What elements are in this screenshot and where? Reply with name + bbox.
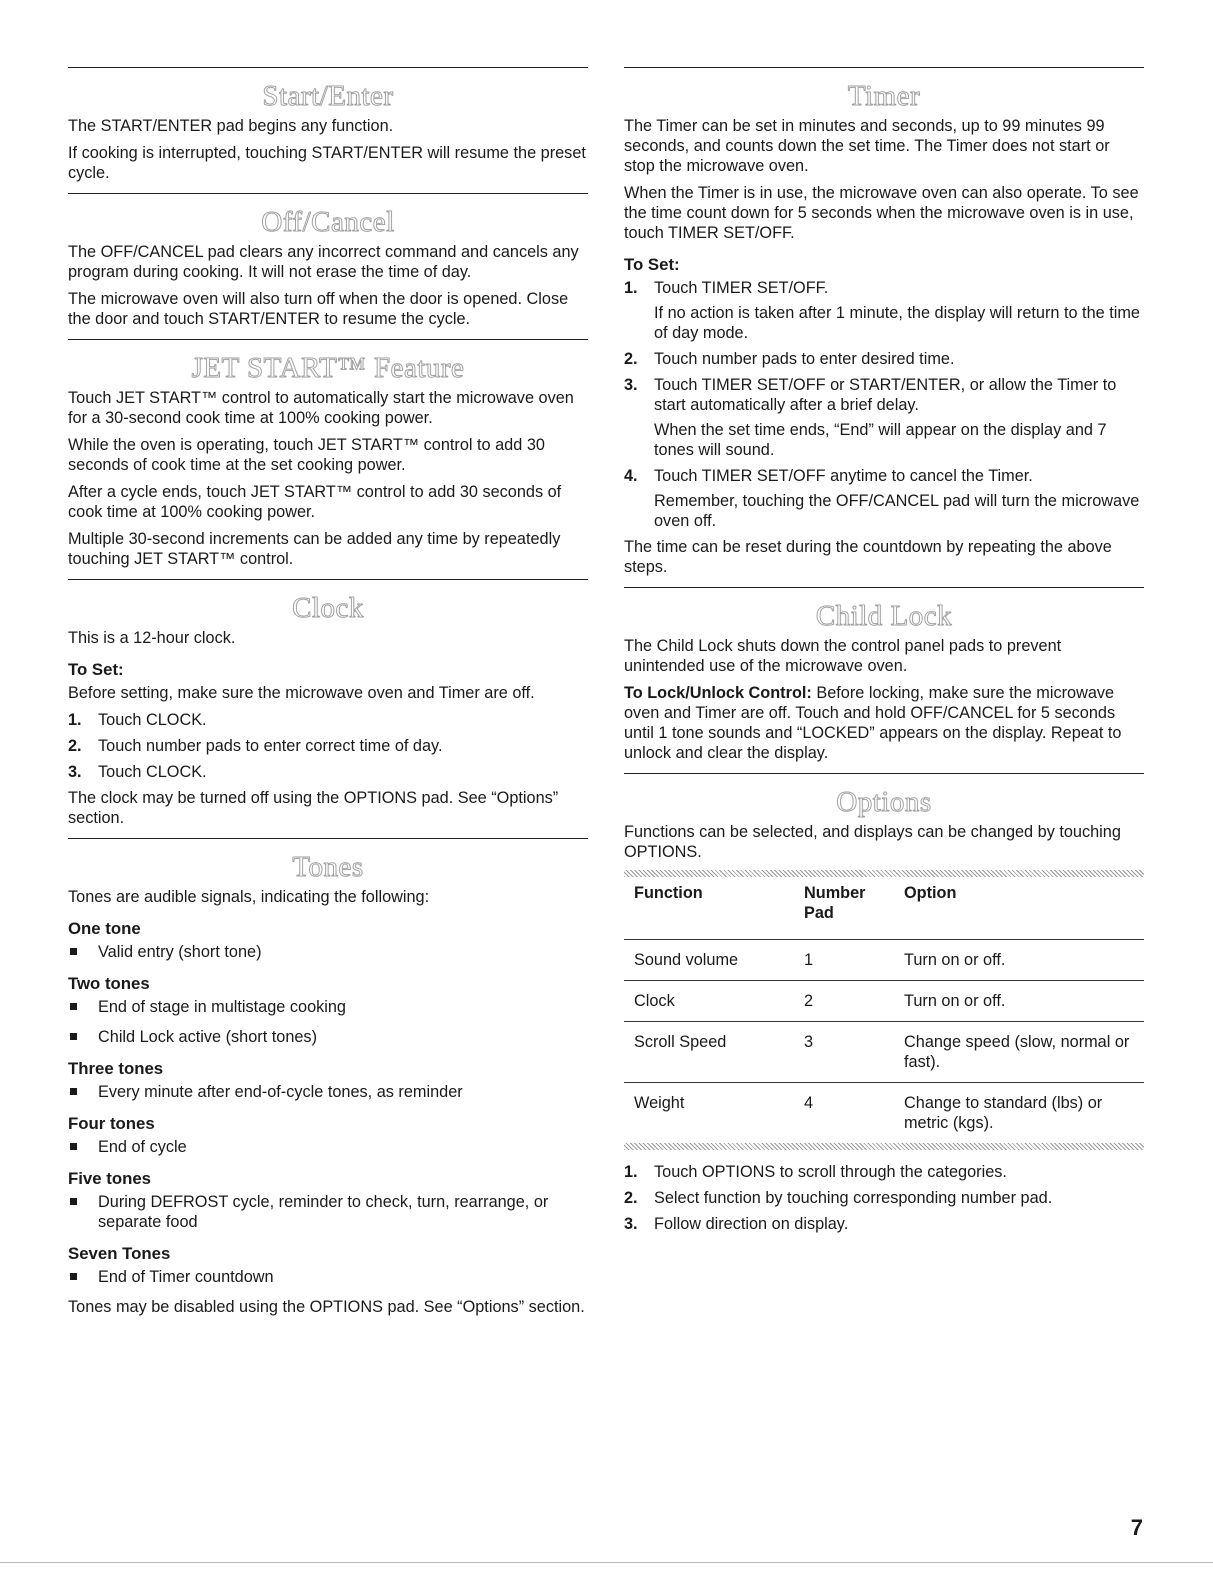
paragraph: The START/ENTER pad begins any function. <box>68 117 394 135</box>
paragraph: The OFF/CANCEL pad clears any incorrect command and cancels any program during cooking. It will not erase the time of day. <box>68 243 579 281</box>
bullet-square-icon <box>70 1273 77 1280</box>
step-note: Remember, touching the OFF/CANCEL pad will turn the microwave oven off. <box>654 492 1140 530</box>
list-item <box>68 1027 588 1047</box>
table-cell: Sound volume <box>624 940 794 981</box>
list-item <box>68 1192 588 1232</box>
list-item <box>68 1082 588 1102</box>
step-text: Touch TIMER SET/OFF anytime to cancel the Timer. <box>654 467 1033 485</box>
bullet-square-icon <box>70 1033 77 1040</box>
table-cell: 1 <box>794 940 894 981</box>
paragraph: Touch JET START™ control to automatically start the microwave oven for a 30-second cook time at 100% cooking power. <box>68 389 574 427</box>
clock-section <box>68 579 588 828</box>
list-item <box>68 1267 588 1287</box>
clock-steps <box>68 710 588 782</box>
bullet-text: Child Lock active (short tones) <box>98 1028 317 1046</box>
section-heading: Off/Cancel <box>261 206 395 238</box>
list-item <box>624 1214 1144 1234</box>
page-bottom-rule <box>0 1562 1213 1563</box>
paragraph: When the Timer is in use, the microwave oven can also operate. To see the time count down for 5 seconds when the microwave oven is in use, touch TIMER SET/OFF. <box>624 184 1139 242</box>
table-hatch-bottom <box>624 1143 1144 1150</box>
child-lock-section <box>624 587 1144 763</box>
step-number: 2. <box>624 1189 638 1207</box>
right-column <box>624 67 1144 1244</box>
off-cancel-section <box>68 193 588 329</box>
bullet-text: End of stage in multistage cooking <box>98 998 346 1016</box>
subheading: To Set: <box>624 255 680 274</box>
step-note: If no action is taken after 1 minute, the display will return to the time of day mode. <box>654 304 1140 342</box>
subheading: Two tones <box>68 974 150 993</box>
bullet-square-icon <box>70 1088 77 1095</box>
paragraph: The time can be reset during the countdown by repeating the above steps. <box>624 538 1112 576</box>
column-header: Function <box>634 884 703 902</box>
section-heading: Start/Enter <box>262 80 394 112</box>
section-divider <box>624 773 1144 774</box>
bullet-text: Every minute after end-of-cycle tones, as reminder <box>98 1083 463 1101</box>
table-cell: Scroll Speed <box>624 1022 794 1083</box>
step-number: 3. <box>68 763 82 781</box>
paragraph: This is a 12-hour clock. <box>68 629 236 647</box>
table-cell: Turn on or off. <box>894 940 1144 981</box>
paragraph: While the oven is operating, touch JET START™ control to add 30 seconds of cook time at the set cooking power. <box>68 436 545 474</box>
step-number: 1. <box>68 711 82 729</box>
paragraph: The Timer can be set in minutes and seconds, up to 99 minutes 99 seconds, and counts down the set time. The Timer does not start or stop the microwave oven. <box>624 117 1110 175</box>
paragraph: If cooking is interrupted, touching START/ENTER will resume the preset cycle. <box>68 144 586 182</box>
jet-start-section <box>68 339 588 569</box>
paragraph: Multiple 30-second increments can be added any time by repeatedly touching JET START™ control. <box>68 530 561 568</box>
bullet-list <box>68 1192 588 1232</box>
options-table-wrap <box>624 870 1144 1150</box>
bullet-list <box>68 1082 588 1102</box>
column-header: Number Pad <box>804 884 866 922</box>
list-item <box>624 1162 1144 1182</box>
paragraph: The microwave oven will also turn off when the door is opened. Close the door and touch START/ENTER to resume the cycle. <box>68 290 569 328</box>
step-text: Select function by touching corresponding number pad. <box>654 1189 1053 1207</box>
step-text: Touch TIMER SET/OFF. <box>654 279 829 297</box>
step-note: When the set time ends, “End” will appear on the display and 7 tones will sound. <box>654 421 1107 459</box>
subheading: To Set: <box>68 660 124 679</box>
bullet-square-icon <box>70 948 77 955</box>
list-item <box>68 942 588 962</box>
list-item <box>624 278 1144 343</box>
section-heading: Timer <box>847 80 921 112</box>
start-enter-section <box>68 67 588 183</box>
table-row <box>624 940 1144 981</box>
section-heading: Tones <box>292 851 364 883</box>
subheading: One tone <box>68 919 141 938</box>
step-number: 1. <box>624 1163 638 1181</box>
section-divider <box>624 587 1144 588</box>
paragraph: The Child Lock shuts down the control panel pads to prevent unintended use of the microwave oven. <box>624 637 1062 675</box>
step-number: 2. <box>68 737 82 755</box>
step-text: Touch OPTIONS to scroll through the categories. <box>654 1163 1007 1181</box>
table-row <box>624 1083 1144 1144</box>
paragraph: After a cycle ends, touch JET START™ control to add 30 seconds of cook time at 100% cooking power. <box>68 483 562 521</box>
table-cell: Turn on or off. <box>894 981 1144 1022</box>
bullet-list <box>68 942 588 962</box>
step-number: 3. <box>624 1215 638 1233</box>
table-cell: Weight <box>624 1083 794 1144</box>
lead-text: Before locking, make sure the microwave oven and Timer are off. Touch and hold OFF/CANCEL for 5 seconds until 1 tone sounds and “LOCKED” appears on the display. Repeat to unlock and clear the display. <box>624 684 1122 762</box>
paragraph: Functions can be selected, and displays can be changed by touching OPTIONS. <box>624 823 1121 861</box>
timer-steps <box>624 278 1144 531</box>
table-hatch-top <box>624 870 1144 877</box>
bullet-text: Valid entry (short tone) <box>98 943 262 961</box>
options-steps <box>624 1162 1144 1234</box>
step-text: Touch CLOCK. <box>98 763 207 781</box>
section-divider <box>68 193 588 194</box>
step-text: Touch TIMER SET/OFF or START/ENTER, or allow the Timer to start automatically after a brief delay. <box>654 376 1117 414</box>
table-cell: 4 <box>794 1083 894 1144</box>
lead-label: To Lock/Unlock Control: <box>624 684 812 702</box>
subheading: Five tones <box>68 1169 151 1188</box>
list-item <box>68 997 588 1017</box>
column-header: Option <box>904 884 957 902</box>
timer-section <box>624 67 1144 577</box>
step-number: 2. <box>624 350 638 368</box>
section-divider <box>68 339 588 340</box>
table-row <box>624 981 1144 1022</box>
table-cell: 2 <box>794 981 894 1022</box>
subheading: Seven Tones <box>68 1244 171 1263</box>
bullet-list <box>68 997 588 1047</box>
list-item <box>68 762 588 782</box>
list-item <box>624 1188 1144 1208</box>
bullet-text: End of cycle <box>98 1138 187 1156</box>
paragraph: Before setting, make sure the microwave oven and Timer are off. <box>68 684 535 702</box>
step-number: 4. <box>624 467 638 485</box>
list-item <box>68 1137 588 1157</box>
section-divider <box>624 67 1144 68</box>
subheading: Three tones <box>68 1059 164 1078</box>
bullet-square-icon <box>70 1003 77 1010</box>
list-item <box>624 349 1144 369</box>
list-item <box>68 736 588 756</box>
table-cell: 3 <box>794 1022 894 1083</box>
tones-section <box>68 838 588 1317</box>
step-text: Touch CLOCK. <box>98 711 207 729</box>
step-text: Touch number pads to enter desired time. <box>654 350 955 368</box>
section-heading: JET START™ Feature <box>191 352 465 384</box>
table-header-row <box>624 877 1144 940</box>
step-text: Follow direction on display. <box>654 1215 849 1233</box>
paragraph: Tones may be disabled using the OPTIONS pad. See “Options” section. <box>68 1298 585 1316</box>
bullet-text: During DEFROST cycle, reminder to check, turn, rearrange, or separate food <box>98 1193 549 1231</box>
bullet-square-icon <box>70 1198 77 1205</box>
table-cell: Change speed (slow, normal or fast). <box>894 1022 1144 1083</box>
section-divider <box>68 838 588 839</box>
left-column <box>68 67 588 1327</box>
page-number: 7 <box>1130 1515 1143 1540</box>
bullet-list <box>68 1137 588 1157</box>
bullet-list <box>68 1267 588 1287</box>
bullet-square-icon <box>70 1143 77 1150</box>
section-heading: Child Lock <box>815 600 953 632</box>
table-row <box>624 1022 1144 1083</box>
section-divider <box>68 579 588 580</box>
table-cell: Clock <box>624 981 794 1022</box>
section-heading: Options <box>836 786 932 818</box>
options-section <box>624 773 1144 1234</box>
table-cell: Change to standard (lbs) or metric (kgs). <box>894 1083 1144 1144</box>
subheading: Four tones <box>68 1114 155 1133</box>
list-item <box>624 466 1144 531</box>
step-number: 1. <box>624 279 638 297</box>
list-item <box>68 710 588 730</box>
bullet-text: End of Timer countdown <box>98 1268 274 1286</box>
paragraph <box>624 683 1144 763</box>
options-table <box>624 877 1144 1143</box>
list-item <box>624 375 1144 460</box>
paragraph: The clock may be turned off using the OPTIONS pad. See “Options” section. <box>68 789 559 827</box>
section-heading: Clock <box>292 592 364 624</box>
section-divider <box>68 67 588 68</box>
paragraph: Tones are audible signals, indicating the following: <box>68 888 430 906</box>
step-number: 3. <box>624 376 638 394</box>
step-text: Touch number pads to enter correct time of day. <box>98 737 443 755</box>
